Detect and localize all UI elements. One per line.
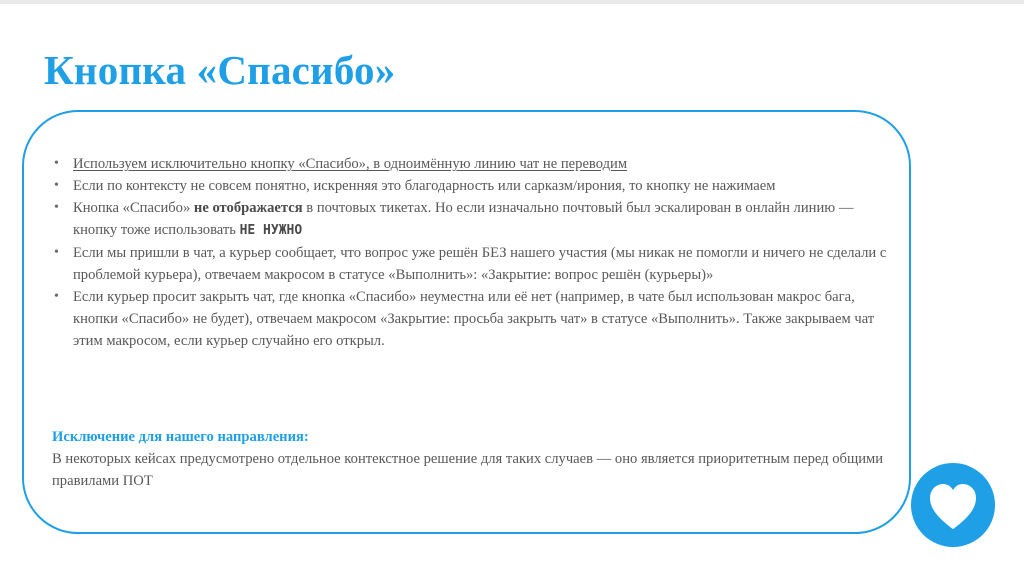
- bullet-text-3-bold: не отображается: [193, 200, 303, 216]
- bullet-text-3-emphasis: НЕ НУЖНО: [239, 223, 303, 238]
- bullet-dot: •: [54, 245, 59, 260]
- bullet-item-3: [52, 197, 894, 242]
- bullet-item-1: [52, 153, 894, 175]
- bullet-item-5: [52, 286, 894, 352]
- bullet-dot: •: [54, 200, 59, 215]
- exception-text: В некоторых кейсах предусмотрено отдельное контекстное решение для таких случаев — оно является приоритетным перед общими правилами ПОТ: [52, 451, 884, 489]
- top-rule: [0, 0, 1024, 4]
- bullet-text-2: Если по контексту не совсем понятно, искренняя это благодарность или сарказм/ирония, то кнопку не нажимаем: [73, 178, 776, 194]
- bullet-item-2: [52, 175, 894, 197]
- bullet-text-5: Если курьер просит закрыть чат, где кнопка «Спасибо» неуместна или её нет (например, в чате был использован макрос бага, кнопки «Спасибо» не будет), отвечаем макросом «Закрытие: просьба закрыть чат» в статусе «Выполнить». Также закрываем чат этим макросом, если курьер случайно его открыл.: [73, 289, 875, 349]
- bullet-text-3a: Кнопка «Спасибо»: [73, 200, 194, 216]
- exception-block: [52, 426, 894, 492]
- bullet-dot: •: [54, 156, 59, 171]
- exception-title: Исключение для нашего направления:: [52, 429, 309, 445]
- bullet-text-3b: в почтовых тикетах. Но если изначально почтовый был эскалирован в онлайн линию — кнопку тоже использовать: [73, 200, 854, 238]
- heart-badge-icon: [910, 462, 996, 548]
- bullet-dot: •: [54, 178, 59, 193]
- bullet-text-1: Используем исключительно кнопку «Спасибо», в одноимённую линию чат не переводим: [73, 156, 628, 172]
- slide-title: Кнопка «Спасибо»: [44, 47, 396, 93]
- bullet-dot: •: [54, 289, 59, 304]
- bullet-item-4: [52, 242, 894, 286]
- bullet-list: [52, 153, 894, 352]
- bullet-text-4: Если мы пришли в чат, а курьер сообщает, что вопрос уже решён БЕЗ нашего участия (мы никак не помогли и ничего не сделали с проблемой курьера), отвечаем макросом в статусе «Выполнить»: «Закрытие: вопрос решён (курьеры)»: [73, 245, 887, 283]
